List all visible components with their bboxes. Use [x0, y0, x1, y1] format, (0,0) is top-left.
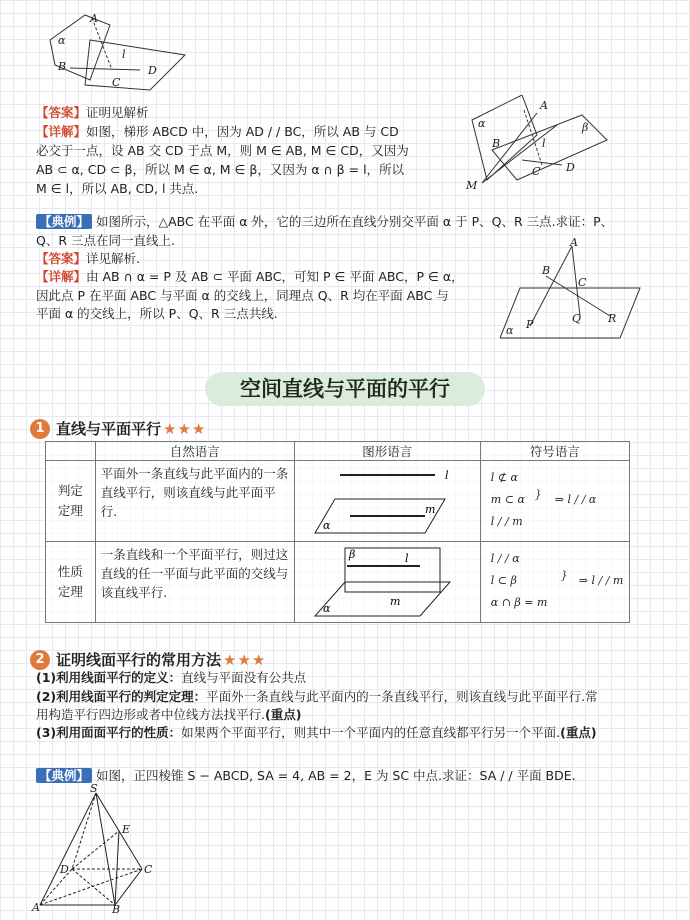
row2-graphic	[294, 542, 480, 623]
fig2-label-M: M	[466, 179, 478, 192]
sec2-item-2-cont	[36, 706, 301, 724]
figure-plane-intersection-top	[30, 0, 190, 100]
answer-line-1	[36, 104, 149, 122]
row1-natural: 平面外一条直线与此平面内的一条直线平行，则该直线与此平面平行.	[95, 461, 294, 542]
fig1-label-B: B	[58, 60, 67, 73]
sec2-number: 2	[30, 650, 50, 670]
sec2-item-2-key: (重点)	[264, 707, 302, 722]
fig3-label-alpha: α	[506, 324, 514, 337]
figure-trapezoid-planes	[462, 95, 622, 195]
fig1-label-alpha: α	[58, 34, 66, 47]
sec2-item-3-text: 如果两个平面平行，则其中一个平面内的任意直线都平行另一个平面.	[181, 725, 561, 740]
tbl2-label-alpha: α	[322, 602, 331, 615]
tbl1-label-l: l	[444, 469, 449, 482]
figure-triangle-plane	[500, 238, 650, 346]
pyramid-label-A: A	[32, 901, 40, 913]
answer-tag: 【答案】	[36, 105, 87, 120]
row2-symbol	[480, 542, 629, 623]
sec1-heading	[30, 418, 206, 439]
row1-sym-2: m ⊂ α	[490, 493, 525, 506]
fig3-label-P: P	[526, 318, 534, 331]
pyramid-label-D: D	[60, 863, 69, 876]
fig2-label-A: A	[540, 99, 548, 112]
sec2-item-2-cont-text: 用构造平行四边形或者中位线方法找平行.	[36, 707, 265, 722]
row1-sym-1: l ⊄ α	[490, 471, 518, 484]
row2-sym-result: ⇒ l / / m	[578, 574, 624, 587]
detail-line-3: AB ⊂ α, CD ⊂ β，所以 M ∈ α, M ∈ β，又因为 α ∩ β = l，所以	[36, 162, 405, 177]
row2-brace: }	[560, 569, 568, 582]
example1-detail-line-3: 平面 α 的交线上，所以 P、Q、R 三点共线.	[36, 306, 278, 321]
sec2-item-2-head: (2)利用线面平行的判定定理：	[36, 689, 207, 704]
header-symbol: 符号语言	[480, 442, 629, 461]
fig1-label-l: l	[122, 48, 126, 61]
section-title: 空间直线与平面的平行	[205, 372, 485, 406]
fig2-label-l: l	[542, 137, 546, 150]
row1-brace: }	[534, 488, 542, 501]
sec2-item-1-head: (1)利用线面平行的定义：	[36, 670, 182, 685]
fig2-label-C: C	[532, 165, 541, 178]
row2-sym-3: α ∩ β = m	[490, 596, 548, 609]
sec1-title: 直线与平面平行	[56, 420, 162, 438]
fig1-label-A: A	[90, 12, 98, 25]
sec2-item-2	[36, 688, 598, 706]
pyramid-label-C: C	[144, 863, 153, 876]
table-row	[46, 542, 630, 623]
fig2-label-B: B	[492, 137, 501, 150]
example1-detail-line-1	[36, 268, 464, 286]
tbl2-label-m: m	[389, 595, 401, 608]
tbl1-label-alpha: α	[322, 519, 331, 532]
row2-label-2: 定理	[57, 584, 83, 599]
sec2-title: 证明线面平行的常用方法	[56, 651, 222, 669]
table-row	[46, 461, 630, 542]
example1-line-2: Q、R 三点在同一直线上.	[36, 233, 175, 248]
figure-pyramid	[30, 783, 160, 913]
pyramid-label-B: B	[112, 903, 121, 913]
row2-sym-1: l / / α	[490, 552, 520, 565]
fig3-label-C: C	[578, 276, 587, 289]
example1-line-1	[36, 213, 613, 231]
row2-sym-2: l ⊂ β	[490, 574, 517, 587]
fig2-label-D: D	[566, 161, 575, 174]
pyramid-label-S: S	[90, 783, 98, 795]
example1-text-1: 如图所示，△ABC 在平面 α 外，它的三边所在直线分别交平面 α 于 P、Q、R 三点.求证：P、	[96, 214, 614, 229]
fig3-label-A: A	[570, 238, 578, 249]
sec1-number: 1	[30, 419, 50, 439]
fig3-label-R: R	[608, 312, 617, 325]
row1-graphic	[294, 461, 480, 542]
header-graphic: 图形语言	[294, 442, 480, 461]
example1-answer-tag: 【答案】	[36, 251, 87, 266]
fig2-label-beta: β	[582, 121, 589, 134]
row1-sym-3: l / / m	[490, 515, 523, 528]
table-header-row	[46, 442, 630, 461]
header-natural: 自然语言	[95, 442, 294, 461]
example2-text: 如图，正四棱锥 S − ABCD, SA = 4, AB = 2，E 为 SC 中点.求证：SA / / 平面 BDE.	[96, 768, 576, 783]
detail-line-4: M ∈ l，所以 AB, CD, l 共点.	[36, 181, 199, 196]
fig1-label-C: C	[112, 76, 121, 89]
row1-symbol	[480, 461, 629, 542]
example1-detail-line-2: 因此点 P 在平面 ABC 与平面 α 的交线上，同理点 Q、R 均在平面 ABC 与	[36, 288, 449, 303]
sec2-item-1	[36, 669, 306, 687]
example1-detail-text-1: 由 AB ∩ α = P 及 AB ⊂ 平面 ABC，可知 P ∈ 平面 ABC，P ∈ α，	[86, 269, 464, 284]
answer-text: 证明见解析	[86, 105, 149, 120]
detail-line-1	[36, 123, 399, 141]
example1-answer-line	[36, 250, 140, 268]
header-corner	[46, 442, 96, 461]
row2-label-1: 性质	[57, 564, 83, 579]
sec1-stars: ★★★	[163, 419, 207, 438]
example1-tag: 【典例】	[36, 214, 92, 229]
sec2-stars: ★★★	[223, 650, 267, 669]
row1-sym-result: ⇒ l / / α	[554, 493, 597, 506]
fig1-label-D: D	[148, 64, 157, 77]
row1-label-2: 定理	[57, 503, 83, 518]
sec2-heading	[30, 649, 266, 670]
tbl2-label-l: l	[404, 552, 409, 565]
row2-label	[46, 542, 96, 623]
example1-detail-tag: 【详解】	[36, 269, 87, 284]
sec2-item-3-key: (重点)	[560, 725, 597, 740]
sec2-item-3-head: (3)利用面面平行的性质：	[36, 725, 182, 740]
pyramid-label-E: E	[122, 823, 131, 836]
fig3-label-Q: Q	[572, 312, 582, 325]
example2-tag: 【典例】	[36, 768, 92, 783]
sec2-item-2-text: 平面外一条直线与此平面内的一条直线平行，则该直线与此平面平行.常	[206, 689, 598, 704]
fig3-label-B: B	[542, 264, 551, 277]
tbl2-label-beta: β	[348, 548, 356, 561]
detail-tag: 【详解】	[36, 124, 87, 139]
row2-natural: 一条直线和一个平面平行，则过这直线的任一平面与此平面的交线与该直线平行.	[95, 542, 294, 623]
detail-text-1: 如图，梯形 ABCD 中，因为 AD / / BC，所以 AB 与 CD	[86, 124, 399, 139]
row1-label-1: 判定	[57, 483, 83, 498]
example1-answer-text: 详见解析.	[86, 251, 140, 266]
row1-label	[46, 461, 96, 542]
tbl1-label-m: m	[424, 503, 436, 516]
parallel-theorems-table	[45, 441, 630, 623]
fig2-label-alpha: α	[478, 117, 486, 130]
sec2-item-3	[36, 724, 597, 742]
sec2-item-1-text: 直线与平面没有公共点	[181, 670, 307, 685]
detail-line-2: 必交于一点，设 AB 交 CD 于点 M，则 M ∈ AB, M ∈ CD，又因为	[36, 143, 409, 158]
